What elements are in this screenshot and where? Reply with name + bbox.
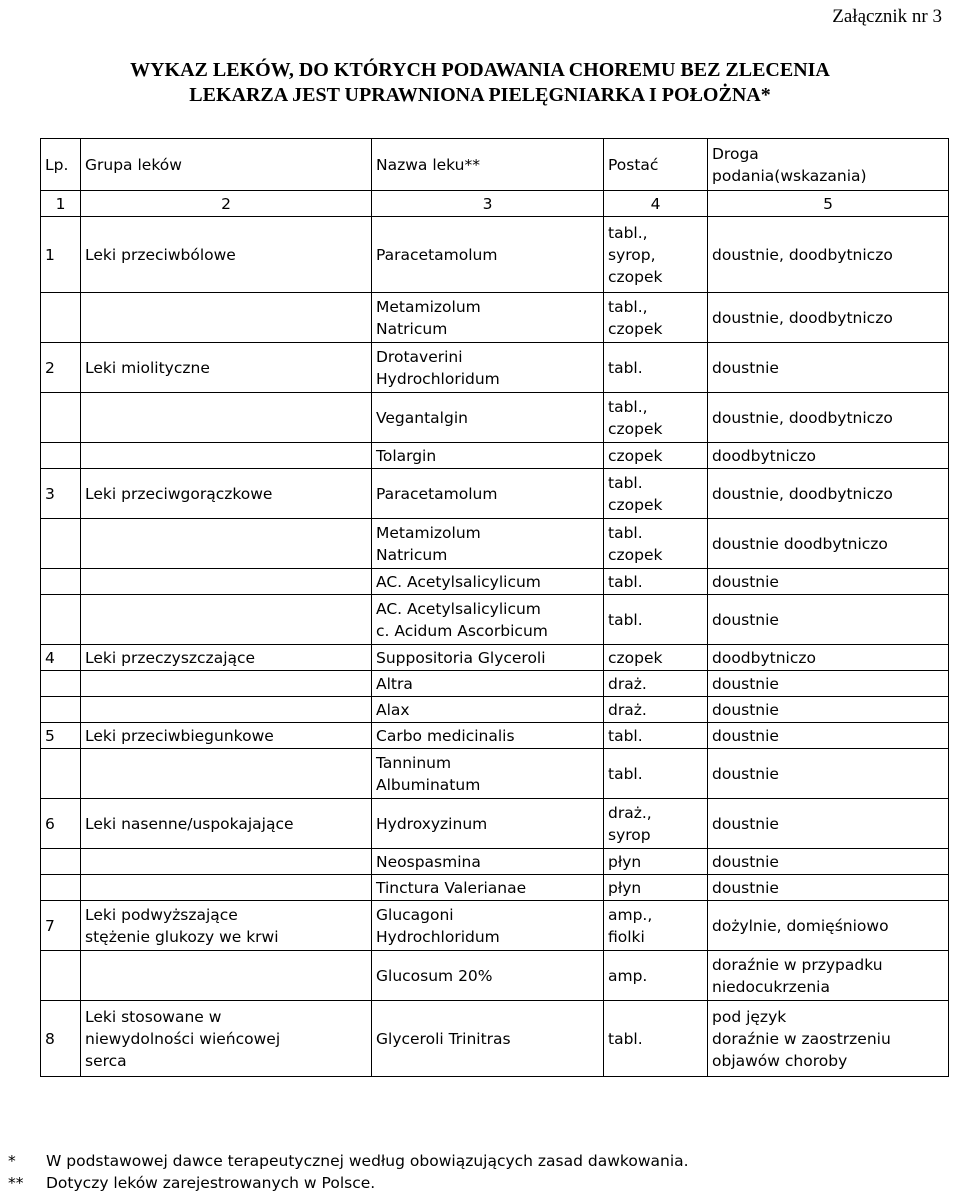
cell-lp xyxy=(41,951,81,1001)
cell-lp xyxy=(41,569,81,595)
cell-lp: 1 xyxy=(41,217,81,293)
cell-lp: 6 xyxy=(41,799,81,849)
table-row xyxy=(41,799,949,849)
table-row xyxy=(41,645,949,671)
cell-group: Leki nasenne/uspokajające xyxy=(81,799,372,849)
cell-group xyxy=(81,875,372,901)
table-row xyxy=(41,697,949,723)
cell-group: Leki przeciwgorączkowe xyxy=(81,469,372,519)
cell-group: Leki przeczyszczające xyxy=(81,645,372,671)
cell-lp xyxy=(41,749,81,799)
cell-form: tabl. czopek xyxy=(604,519,708,569)
cell-name: Paracetamolum xyxy=(372,469,604,519)
table-row xyxy=(41,393,949,443)
cell-group xyxy=(81,749,372,799)
column-number: 3 xyxy=(372,191,604,217)
table-row xyxy=(41,569,949,595)
table-row xyxy=(41,217,949,293)
table-row xyxy=(41,443,949,469)
cell-form: czopek xyxy=(604,645,708,671)
table-row xyxy=(41,343,949,393)
cell-form: draż., syrop xyxy=(604,799,708,849)
cell-route: doodbytniczo xyxy=(708,645,949,671)
cell-route: doustnie xyxy=(708,343,949,393)
cell-route: doustnie, doodbytniczo xyxy=(708,293,949,343)
cell-route: dożylnie, domięśniowo xyxy=(708,901,949,951)
table-row xyxy=(41,671,949,697)
cell-group xyxy=(81,697,372,723)
column-number: 4 xyxy=(604,191,708,217)
cell-lp xyxy=(41,443,81,469)
header-route: Droga podania(wskazania) xyxy=(708,139,949,191)
cell-name: Altra xyxy=(372,671,604,697)
cell-lp xyxy=(41,697,81,723)
cell-form: amp., fiolki xyxy=(604,901,708,951)
cell-form: tabl., syrop, czopek xyxy=(604,217,708,293)
cell-group xyxy=(81,595,372,645)
header-group: Grupa leków xyxy=(81,139,372,191)
cell-group xyxy=(81,849,372,875)
column-number: 1 xyxy=(41,191,81,217)
cell-route: doustnie xyxy=(708,697,949,723)
cell-name: Paracetamolum xyxy=(372,217,604,293)
cell-lp: 4 xyxy=(41,645,81,671)
header-lp: Lp. xyxy=(41,139,81,191)
table-row xyxy=(41,901,949,951)
cell-route: doustnie xyxy=(708,749,949,799)
document-title xyxy=(0,58,960,108)
cell-name: Metamizolum Natricum xyxy=(372,519,604,569)
cell-name: AC. Acetylsalicylicum c. Acidum Ascorbicum xyxy=(372,595,604,645)
cell-form: tabl. xyxy=(604,1001,708,1077)
footnotes xyxy=(8,1150,689,1194)
column-number-row xyxy=(41,191,949,217)
cell-route: pod język doraźnie w zaostrzeniu objawów choroby xyxy=(708,1001,949,1077)
cell-route: doustnie xyxy=(708,595,949,645)
title-line-1: WYKAZ LEKÓW, DO KTÓRYCH PODAWANIA CHOREMU BEZ ZLECENIA xyxy=(130,59,830,81)
cell-route: doodbytniczo xyxy=(708,443,949,469)
cell-name: AC. Acetylsalicylicum xyxy=(372,569,604,595)
cell-route: doustnie xyxy=(708,849,949,875)
table-row xyxy=(41,519,949,569)
cell-lp: 5 xyxy=(41,723,81,749)
annex-label: Załącznik nr 3 xyxy=(832,6,942,27)
title-line-2: LEKARZA JEST UPRAWNIONA PIELĘGNIARKA I POŁOŻNA* xyxy=(189,84,771,106)
cell-lp: 7 xyxy=(41,901,81,951)
cell-form: draż. xyxy=(604,671,708,697)
cell-form: czopek xyxy=(604,443,708,469)
cell-lp xyxy=(41,519,81,569)
table-row xyxy=(41,875,949,901)
cell-name: Carbo medicinalis xyxy=(372,723,604,749)
cell-group: Leki podwyższające stężenie glukozy we krwi xyxy=(81,901,372,951)
cell-form: tabl. xyxy=(604,749,708,799)
cell-lp: 2 xyxy=(41,343,81,393)
cell-form: tabl. xyxy=(604,723,708,749)
table-header-row xyxy=(41,139,949,191)
table-row xyxy=(41,849,949,875)
cell-group xyxy=(81,569,372,595)
cell-form: płyn xyxy=(604,849,708,875)
cell-name: Tolargin xyxy=(372,443,604,469)
cell-route: doustnie xyxy=(708,723,949,749)
drug-table xyxy=(40,138,949,1077)
cell-name: Alax xyxy=(372,697,604,723)
cell-lp: 8 xyxy=(41,1001,81,1077)
cell-route: doustnie xyxy=(708,569,949,595)
cell-name: Hydroxyzinum xyxy=(372,799,604,849)
table-row xyxy=(41,749,949,799)
cell-route: doraźnie w przypadku niedocukrzenia xyxy=(708,951,949,1001)
cell-route: doustnie, doodbytniczo xyxy=(708,469,949,519)
column-number: 2 xyxy=(81,191,372,217)
table-row xyxy=(41,1001,949,1077)
cell-form: tabl. xyxy=(604,569,708,595)
cell-form: amp. xyxy=(604,951,708,1001)
cell-group: Leki miolityczne xyxy=(81,343,372,393)
cell-group: Leki przeciwbiegunkowe xyxy=(81,723,372,749)
cell-group xyxy=(81,671,372,697)
header-form: Postać xyxy=(604,139,708,191)
column-number: 5 xyxy=(708,191,949,217)
cell-lp xyxy=(41,393,81,443)
cell-name: Glucagoni Hydrochloridum xyxy=(372,901,604,951)
cell-group xyxy=(81,293,372,343)
footnote xyxy=(8,1172,689,1194)
cell-name: Glyceroli Trinitras xyxy=(372,1001,604,1077)
cell-route: doustnie xyxy=(708,875,949,901)
cell-route: doustnie xyxy=(708,671,949,697)
cell-form: draż. xyxy=(604,697,708,723)
table-row xyxy=(41,293,949,343)
table-row xyxy=(41,595,949,645)
cell-group xyxy=(81,519,372,569)
cell-lp xyxy=(41,875,81,901)
table-row xyxy=(41,951,949,1001)
cell-form: tabl. xyxy=(604,595,708,645)
cell-group: Leki przeciwbólowe xyxy=(81,217,372,293)
header-name: Nazwa leku** xyxy=(372,139,604,191)
cell-name: Glucosum 20% xyxy=(372,951,604,1001)
cell-name: Drotaverini Hydrochloridum xyxy=(372,343,604,393)
cell-route: doustnie doodbytniczo xyxy=(708,519,949,569)
cell-form: tabl. czopek xyxy=(604,469,708,519)
table-row xyxy=(41,723,949,749)
cell-lp xyxy=(41,849,81,875)
cell-name: Vegantalgin xyxy=(372,393,604,443)
footnote-mark: ** xyxy=(8,1174,24,1192)
cell-group xyxy=(81,951,372,1001)
cell-lp xyxy=(41,595,81,645)
cell-lp xyxy=(41,293,81,343)
cell-lp xyxy=(41,671,81,697)
cell-form: płyn xyxy=(604,875,708,901)
table-row xyxy=(41,469,949,519)
cell-form: tabl., czopek xyxy=(604,293,708,343)
cell-form: tabl. xyxy=(604,343,708,393)
footnote-mark: * xyxy=(8,1152,16,1170)
cell-name: Neospasmina xyxy=(372,849,604,875)
cell-lp: 3 xyxy=(41,469,81,519)
cell-group xyxy=(81,443,372,469)
cell-route: doustnie, doodbytniczo xyxy=(708,217,949,293)
cell-name: Tanninum Albuminatum xyxy=(372,749,604,799)
footnote-text: Dotyczy leków zarejestrowanych w Polsce. xyxy=(46,1174,376,1192)
cell-route: doustnie xyxy=(708,799,949,849)
cell-name: Metamizolum Natricum xyxy=(372,293,604,343)
cell-route: doustnie, doodbytniczo xyxy=(708,393,949,443)
cell-form: tabl., czopek xyxy=(604,393,708,443)
footnote xyxy=(8,1150,689,1172)
cell-group: Leki stosowane w niewydolności wieńcowej serca xyxy=(81,1001,372,1077)
cell-name: Tinctura Valerianae xyxy=(372,875,604,901)
cell-group xyxy=(81,393,372,443)
footnote-text: W podstawowej dawce terapeutycznej według obowiązujących zasad dawkowania. xyxy=(46,1152,689,1170)
cell-name: Suppositoria Glyceroli xyxy=(372,645,604,671)
